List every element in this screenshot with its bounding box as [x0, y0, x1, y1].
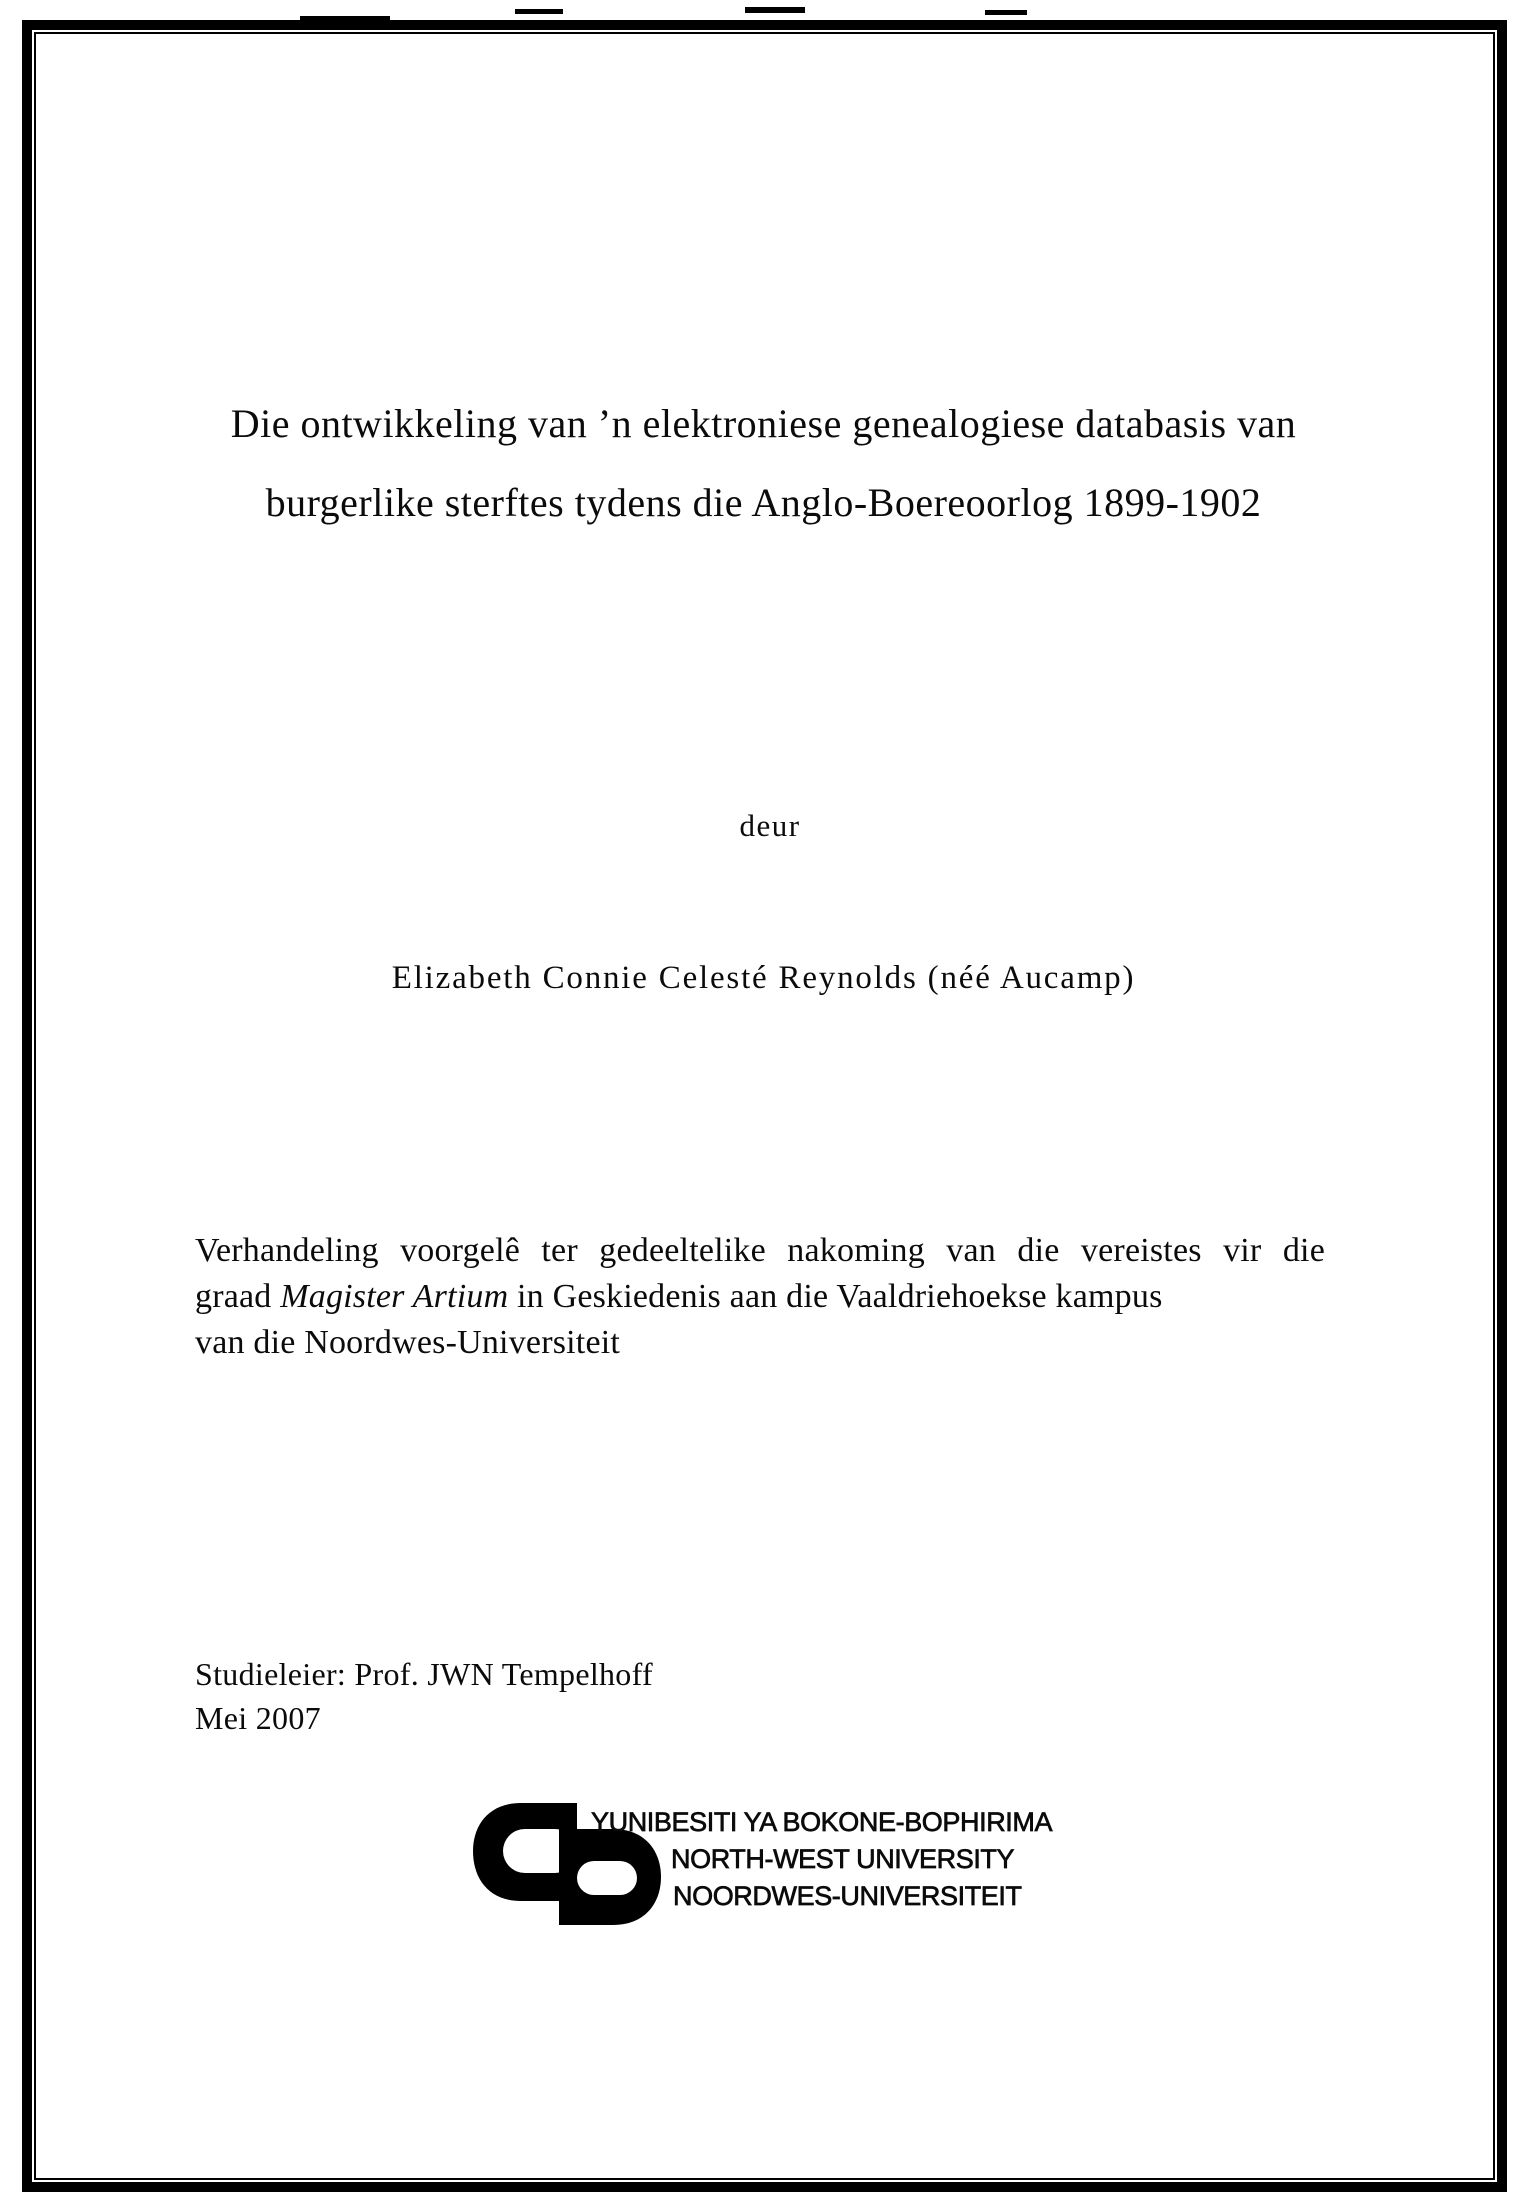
degree-name: Magister Artium	[280, 1278, 509, 1315]
logo-text-afrikaans: NOORDWES-UNIVERSITEIT	[673, 1881, 1022, 1911]
scan-artifact	[985, 10, 1027, 15]
statement-text: in Geskiedenis aan die Vaaldriehoekse kampus	[508, 1278, 1163, 1315]
date-line: Mei 2007	[195, 1700, 321, 1736]
scan-artifact	[745, 7, 805, 13]
supervisor-line: Studieleier: Prof. JWN Tempelhoff	[195, 1656, 653, 1692]
degree-statement-line-1: Verhandeling voorgelê ter gedeeltelike nakoming van die vereistes vir die	[195, 1232, 1325, 1269]
author-name: Elizabeth Connie Celesté Reynolds (néé Aucamp)	[391, 960, 1136, 996]
logo-text-setswana: YUNIBESITI YA BOKONE-BOPHIRIMA	[591, 1807, 1053, 1837]
degree-statement	[195, 1228, 1325, 1366]
degree-statement-line-3: van die Noordwes-Universiteit	[195, 1324, 621, 1361]
thesis-title-line-2: burgerlike sterftes tydens die Anglo-Boereoorlog 1899-1902	[265, 480, 1262, 525]
degree-statement-line-2	[195, 1274, 1325, 1320]
supervisor-block	[195, 1652, 653, 1740]
logo-text-english: NORTH-WEST UNIVERSITY	[671, 1844, 1015, 1874]
statement-text: graad	[195, 1278, 281, 1315]
thesis-title-line-1: Die ontwikkeling van ’n elektroniese genealogiese databasis van	[230, 401, 1297, 446]
byline-label: deur	[739, 808, 801, 843]
scan-artifact	[515, 9, 563, 14]
north-west-university-logo	[467, 1799, 1087, 1939]
